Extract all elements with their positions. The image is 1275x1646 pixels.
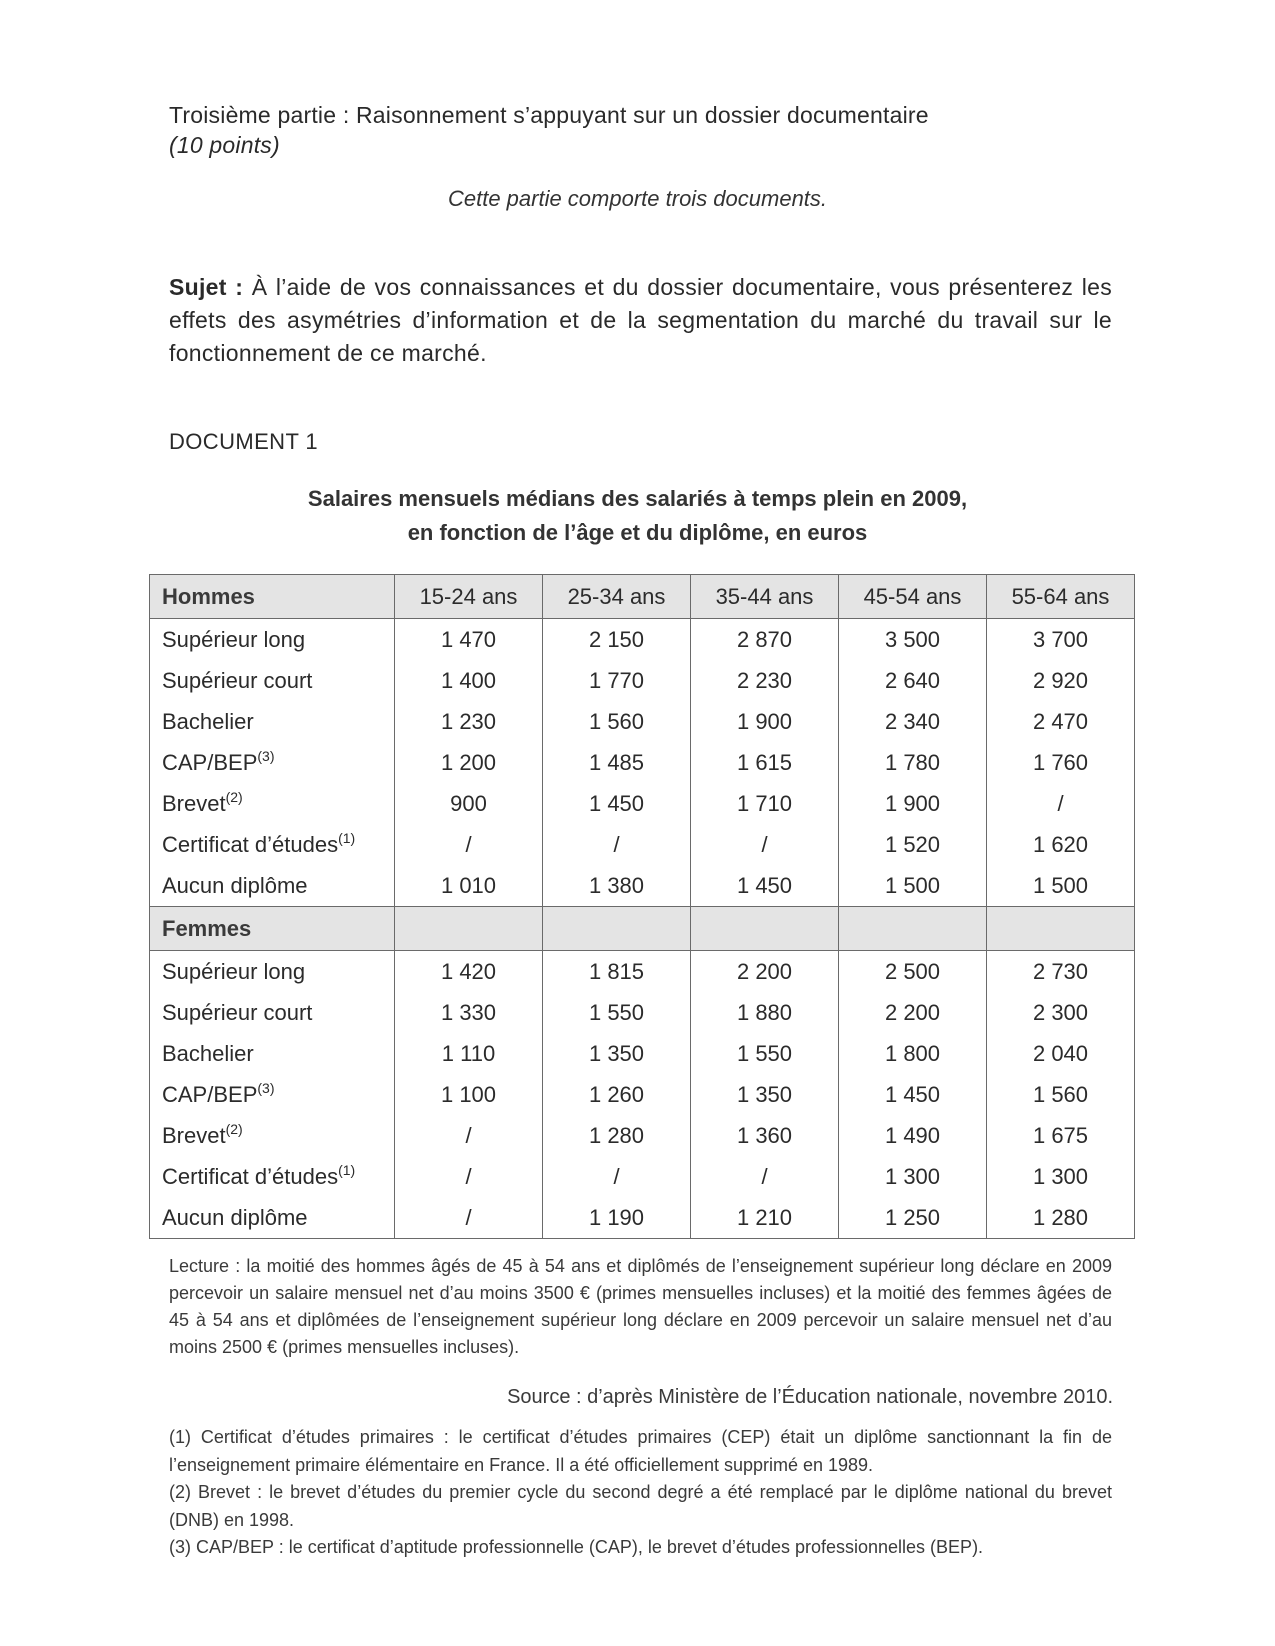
empty-header-cell — [395, 907, 543, 951]
table-row — [150, 1074, 1135, 1115]
header-row-hommes — [150, 575, 1135, 619]
salary-value: 2 870 — [691, 619, 839, 661]
salary-value: 1 250 — [839, 1197, 987, 1239]
salary-value: 1 900 — [839, 783, 987, 824]
salary-value: / — [395, 1197, 543, 1239]
salary-value: 1 210 — [691, 1197, 839, 1239]
salary-value: 1 675 — [987, 1115, 1135, 1156]
salary-value: 1 420 — [395, 951, 543, 993]
salary-value: 2 340 — [839, 701, 987, 742]
salary-value: 2 500 — [839, 951, 987, 993]
salary-value: 2 300 — [987, 992, 1135, 1033]
diploma-label: CAP/BEP — [162, 749, 258, 775]
subject-paragraph — [169, 271, 1112, 370]
salary-value: 1 770 — [543, 660, 691, 701]
table-row — [150, 783, 1135, 824]
salary-value: 1 450 — [543, 783, 691, 824]
document-title — [0, 482, 1275, 550]
footnote-3: (3) CAP/BEP : le certificat d’aptitude professionnelle (CAP), le brevet d’études professionnelles (BEP). — [169, 1537, 984, 1557]
table-row — [150, 1115, 1135, 1156]
diploma-label: Supérieur long — [162, 958, 306, 984]
salary-value: 1 300 — [987, 1156, 1135, 1197]
diploma-label: Aucun diplôme — [162, 1204, 308, 1230]
salary-value: 1 520 — [839, 824, 987, 865]
diploma-label-cell — [150, 1033, 395, 1074]
salary-value: 2 200 — [839, 992, 987, 1033]
table-row — [150, 1197, 1135, 1239]
salary-value: 1 360 — [691, 1115, 839, 1156]
footnotes — [169, 1424, 1112, 1562]
salary-value: 1 615 — [691, 742, 839, 783]
age-group-header: 15-24 ans — [395, 575, 543, 619]
reading-note: Lecture : la moitié des hommes âgés de 45 à 54 ans et diplômés de l’enseignement supérieur long déclare en 2009 percevoir un salaire mensuel net d’au moins 3500 € (primes mensuelles incluses) et la moitié des femmes âgées de 45 à 54 ans et diplômées de l’enseignement supérieur long déclare en 2009 percevoir un salaire mensuel net d’au moins 2500 € (primes mensuelles incluses). — [169, 1256, 1112, 1357]
salary-value: 2 150 — [543, 619, 691, 661]
salary-value: 2 920 — [987, 660, 1135, 701]
diploma-label: Supérieur court — [162, 999, 313, 1025]
age-group-header: 55-64 ans — [987, 575, 1135, 619]
salary-value: / — [395, 1156, 543, 1197]
salary-value: 1 485 — [543, 742, 691, 783]
table-row — [150, 951, 1135, 993]
part-intro: Cette partie comporte trois documents. — [447, 186, 828, 211]
salary-value: 1 900 — [691, 701, 839, 742]
salary-value: 2 040 — [987, 1033, 1135, 1074]
salary-value: 1 380 — [543, 865, 691, 907]
footnote-ref: (3) — [257, 1079, 275, 1096]
salary-value: 1 280 — [987, 1197, 1135, 1239]
table-row — [150, 701, 1135, 742]
salary-value: 1 560 — [543, 701, 691, 742]
salary-value: / — [543, 1156, 691, 1197]
empty-header-cell — [839, 907, 987, 951]
salary-value: 1 330 — [395, 992, 543, 1033]
diploma-label: Aucun diplôme — [162, 872, 308, 898]
salary-value: 1 620 — [987, 824, 1135, 865]
table-row — [150, 742, 1135, 783]
salary-value: 1 490 — [839, 1115, 987, 1156]
diploma-label-cell — [150, 1156, 395, 1197]
salary-value: 1 710 — [691, 783, 839, 824]
diploma-label: CAP/BEP — [162, 1081, 258, 1107]
diploma-label: Supérieur court — [162, 667, 313, 693]
diploma-label-cell — [150, 701, 395, 742]
salary-value: 3 700 — [987, 619, 1135, 661]
salary-value: 1 560 — [987, 1074, 1135, 1115]
diploma-label-cell — [150, 1115, 395, 1156]
salary-value: 1 400 — [395, 660, 543, 701]
header-row-femmes — [150, 907, 1135, 951]
source-line: Source : d’après Ministère de l’Éducation nationale, novembre 2010. — [507, 1386, 1113, 1408]
age-group-header: 35-44 ans — [691, 575, 839, 619]
salary-value: 1 010 — [395, 865, 543, 907]
salary-value: / — [395, 1115, 543, 1156]
diploma-label-cell — [150, 992, 395, 1033]
footnote-2: (2) Brevet : le brevet d’études du premier cycle du second degré a été remplacé par le diplôme national du brevet (DNB) en 1998. — [169, 1482, 1112, 1530]
subject-text: À l’aide de vos connaissances et du dossier documentaire, vous présenterez les effets des asymétries d’information et de la segmentation du marché du travail sur le fonctionnement de ce marché. — [169, 274, 1112, 366]
salary-value: 2 200 — [691, 951, 839, 993]
footnote-ref: (1) — [338, 1161, 356, 1178]
salary-value: 1 350 — [543, 1033, 691, 1074]
salary-value: / — [987, 783, 1135, 824]
salary-value: 1 230 — [395, 701, 543, 742]
footnote-ref: (3) — [257, 747, 275, 764]
empty-header-cell — [987, 907, 1135, 951]
subject-label: Sujet : — [169, 274, 244, 300]
group-label: Femmes — [150, 907, 395, 951]
salary-value: 1 780 — [839, 742, 987, 783]
salary-value: 1 880 — [691, 992, 839, 1033]
footnote-1: (1) Certificat d’études primaires : le certificat d’études primaires (CEP) était un diplôme sanctionnant la fin de l’enseignement primaire élémentaire en France. Il a été officiellement supprimé en 1989. — [169, 1427, 1112, 1475]
salary-value: 1 815 — [543, 951, 691, 993]
salary-value: 1 550 — [691, 1033, 839, 1074]
salary-value: 1 280 — [543, 1115, 691, 1156]
table-row — [150, 1033, 1135, 1074]
document-title-line-2: en fonction de l’âge et du diplôme, en euros — [407, 520, 868, 545]
table-row — [150, 1156, 1135, 1197]
diploma-label: Certificat d’études — [162, 1163, 339, 1189]
salary-value: 2 730 — [987, 951, 1135, 993]
salary-value: 1 450 — [691, 865, 839, 907]
empty-header-cell — [543, 907, 691, 951]
diploma-label: Brevet — [162, 1122, 226, 1148]
table-row — [150, 660, 1135, 701]
part-title — [169, 100, 1129, 160]
salary-value: 3 500 — [839, 619, 987, 661]
group-label: Hommes — [150, 575, 395, 619]
footnote-ref: (2) — [225, 1120, 243, 1137]
empty-header-cell — [691, 907, 839, 951]
document-label: DOCUMENT 1 — [169, 429, 319, 454]
salary-value: 1 450 — [839, 1074, 987, 1115]
table-row — [150, 992, 1135, 1033]
table-row — [150, 824, 1135, 865]
diploma-label-cell — [150, 865, 395, 907]
document-title-line-1: Salaires mensuels médians des salariés à temps plein en 2009, — [307, 486, 968, 511]
diploma-label: Certificat d’études — [162, 831, 339, 857]
salary-value: 2 640 — [839, 660, 987, 701]
salary-value: 1 260 — [543, 1074, 691, 1115]
salary-value: 1 200 — [395, 742, 543, 783]
salary-value: 1 110 — [395, 1033, 543, 1074]
table-row — [150, 619, 1135, 661]
diploma-label-cell — [150, 660, 395, 701]
salary-value: 1 350 — [691, 1074, 839, 1115]
salary-value: / — [691, 824, 839, 865]
diploma-label-cell — [150, 951, 395, 993]
salary-value: / — [543, 824, 691, 865]
diploma-label: Brevet — [162, 790, 226, 816]
part-points: (10 points) — [169, 132, 280, 158]
age-group-header: 45-54 ans — [839, 575, 987, 619]
salary-value: / — [395, 824, 543, 865]
diploma-label-cell — [150, 1197, 395, 1239]
salary-value: 1 800 — [839, 1033, 987, 1074]
salary-value: 1 500 — [987, 865, 1135, 907]
salary-value: 1 760 — [987, 742, 1135, 783]
salary-value: 900 — [395, 783, 543, 824]
part-title-text: Troisième partie : Raisonnement s’appuyant sur un dossier documentaire — [169, 102, 929, 128]
footnote-ref: (2) — [225, 788, 243, 805]
diploma-label-cell — [150, 1074, 395, 1115]
salary-value: 1 100 — [395, 1074, 543, 1115]
footnote-ref: (1) — [338, 829, 356, 846]
diploma-label-cell — [150, 783, 395, 824]
diploma-label-cell — [150, 619, 395, 661]
diploma-label: Bachelier — [162, 708, 254, 734]
salary-value: / — [691, 1156, 839, 1197]
salary-value: 2 230 — [691, 660, 839, 701]
diploma-label-cell — [150, 742, 395, 783]
diploma-label-cell — [150, 824, 395, 865]
salary-value: 1 500 — [839, 865, 987, 907]
salary-value: 1 550 — [543, 992, 691, 1033]
diploma-label: Bachelier — [162, 1040, 254, 1066]
salary-value: 1 300 — [839, 1156, 987, 1197]
salary-value: 1 190 — [543, 1197, 691, 1239]
table-row — [150, 865, 1135, 907]
diploma-label: Supérieur long — [162, 626, 306, 652]
salary-value: 2 470 — [987, 701, 1135, 742]
salary-value: 1 470 — [395, 619, 543, 661]
age-group-header: 25-34 ans — [543, 575, 691, 619]
salary-table — [149, 574, 1135, 1239]
salary-table-body — [150, 575, 1135, 1239]
